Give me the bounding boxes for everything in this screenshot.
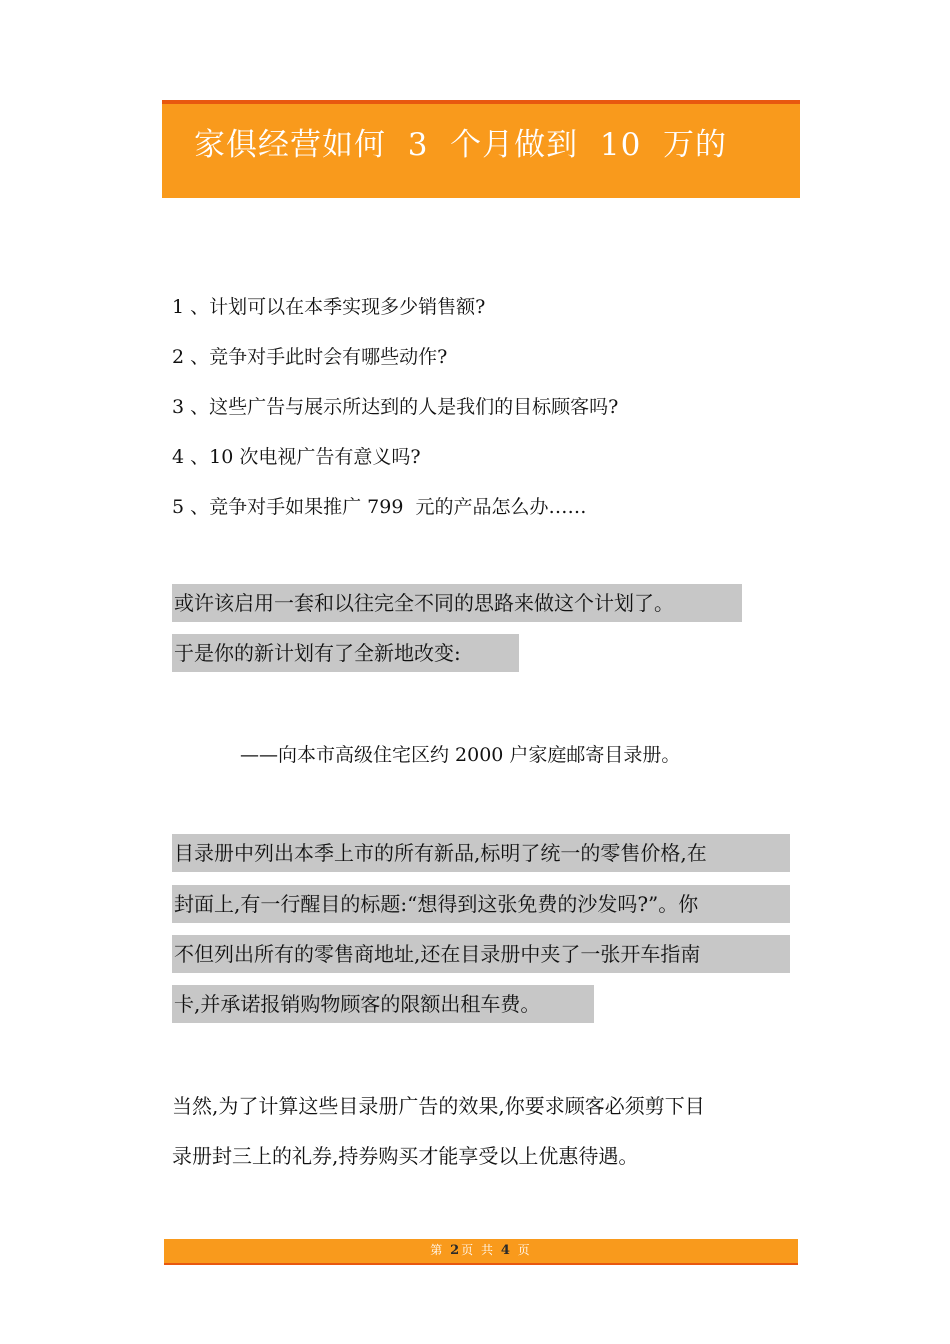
header-banner bbox=[162, 100, 800, 198]
page-prefix: 第 bbox=[430, 1243, 451, 1257]
question-item: 3 、这些广告与展示所达到的人是我们的目标顾客吗? bbox=[172, 396, 619, 418]
highlighted-line: 封面上,有一行醒目的标题:“想得到这张免费的沙发吗?”。你 bbox=[172, 885, 790, 923]
page-indicator bbox=[164, 1243, 798, 1258]
question-item: 2 、竞争对手此时会有哪些动作? bbox=[172, 346, 448, 368]
question-list bbox=[172, 294, 618, 544]
highlighted-line: 或许该启用一套和以往完全不同的思路来做这个计划了。 bbox=[172, 584, 742, 622]
highlighted-line: 卡,并承诺报销购物顾客的限额出租车费。 bbox=[172, 985, 594, 1023]
question-item: 5 、竞争对手如果推广 799 元的产品怎么办…… bbox=[172, 496, 587, 518]
page-middle: 页 共 bbox=[461, 1243, 501, 1257]
total-pages-number: 4 bbox=[500, 1243, 512, 1258]
question-item: 1 、计划可以在本季实现多少销售额? bbox=[172, 296, 486, 318]
closing-paragraph-line: 当然,为了计算这些目录册广告的效果,你要求顾客必须剪下目 bbox=[172, 1094, 705, 1118]
highlighted-line: 于是你的新计划有了全新地改变: bbox=[172, 634, 519, 672]
highlighted-line: 目录册中列出本季上市的所有新品,标明了统一的零售价格,在 bbox=[172, 834, 790, 872]
closing-paragraph-line: 录册封三上的礼券,持券购买才能享受以上优惠待遇。 bbox=[172, 1144, 639, 1168]
page-title: 家俱经营如何 3 个月做到 10 万的 bbox=[194, 127, 728, 163]
page-footer bbox=[164, 1239, 798, 1265]
highlighted-line: 不但列出所有的零售商地址,还在目录册中夹了一张开车指南 bbox=[172, 935, 790, 973]
mailing-plan-line: ——向本市高级住宅区约 2000 户家庭邮寄目录册。 bbox=[240, 744, 681, 766]
question-item: 4 、10 次电视广告有意义吗? bbox=[172, 446, 421, 468]
current-page-number: 2 bbox=[450, 1243, 462, 1258]
page-suffix: 页 bbox=[511, 1243, 532, 1257]
